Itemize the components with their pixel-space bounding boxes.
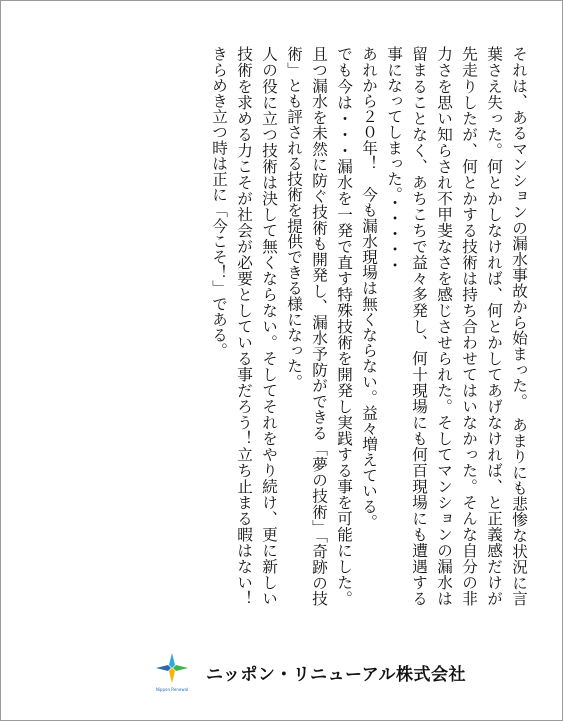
footer (150, 651, 480, 695)
logo-right-petal-icon (173, 665, 188, 671)
logo-caption: Nippon Renewal (155, 687, 189, 692)
paragraph-4: 人の役に立つ技術は決して無くならない。そしてそれをやり続け、更に新しい技術を求める力こそが社会が必要としている事だろう！立ち止まる暇はない！ きらめき立つ時は正に「今こそ！」である。 (210, 46, 278, 622)
paragraph-3: でも今は・・・漏水を一発で直す特殊技術を開発し実践する事を可能にした。且つ漏水を未然に防ぐ技術も開発し、漏水予防ができる「夢の技術」「奇跡の技術」とも評される技術を提供できる様になった。 (285, 46, 353, 606)
cross-star-logo-icon (150, 651, 194, 695)
logo-bottom-petal-icon (169, 668, 175, 683)
logo-top-petal-icon (169, 653, 175, 668)
paragraph-1: それは、あるマンションの漏水事故から始まった。 あまりにも悲惨な状況に言葉さえ失った。何とかしなければ、何とかしてあげなければ、と正義感だけが先走りしたが、何とかする技術は持ち合わせてはいなかった。そんな自分の非力さを思い知らされ不甲斐なさを感じさせられた。そしてマンションの漏水は留まることなく、あちこちで益々多発し、何十現場にも何百現場にも遭遇する事になってしまった。・・・・・ (385, 46, 528, 606)
logo-left-petal-icon (156, 665, 171, 671)
company-name: ニッポン・リニューアル株式会社 (206, 665, 466, 685)
paragraph-2: あれから２０年！ 今も漏水現場は無くならない。益々増えている。 (360, 46, 378, 530)
vertical-essay-text (45, 46, 531, 622)
